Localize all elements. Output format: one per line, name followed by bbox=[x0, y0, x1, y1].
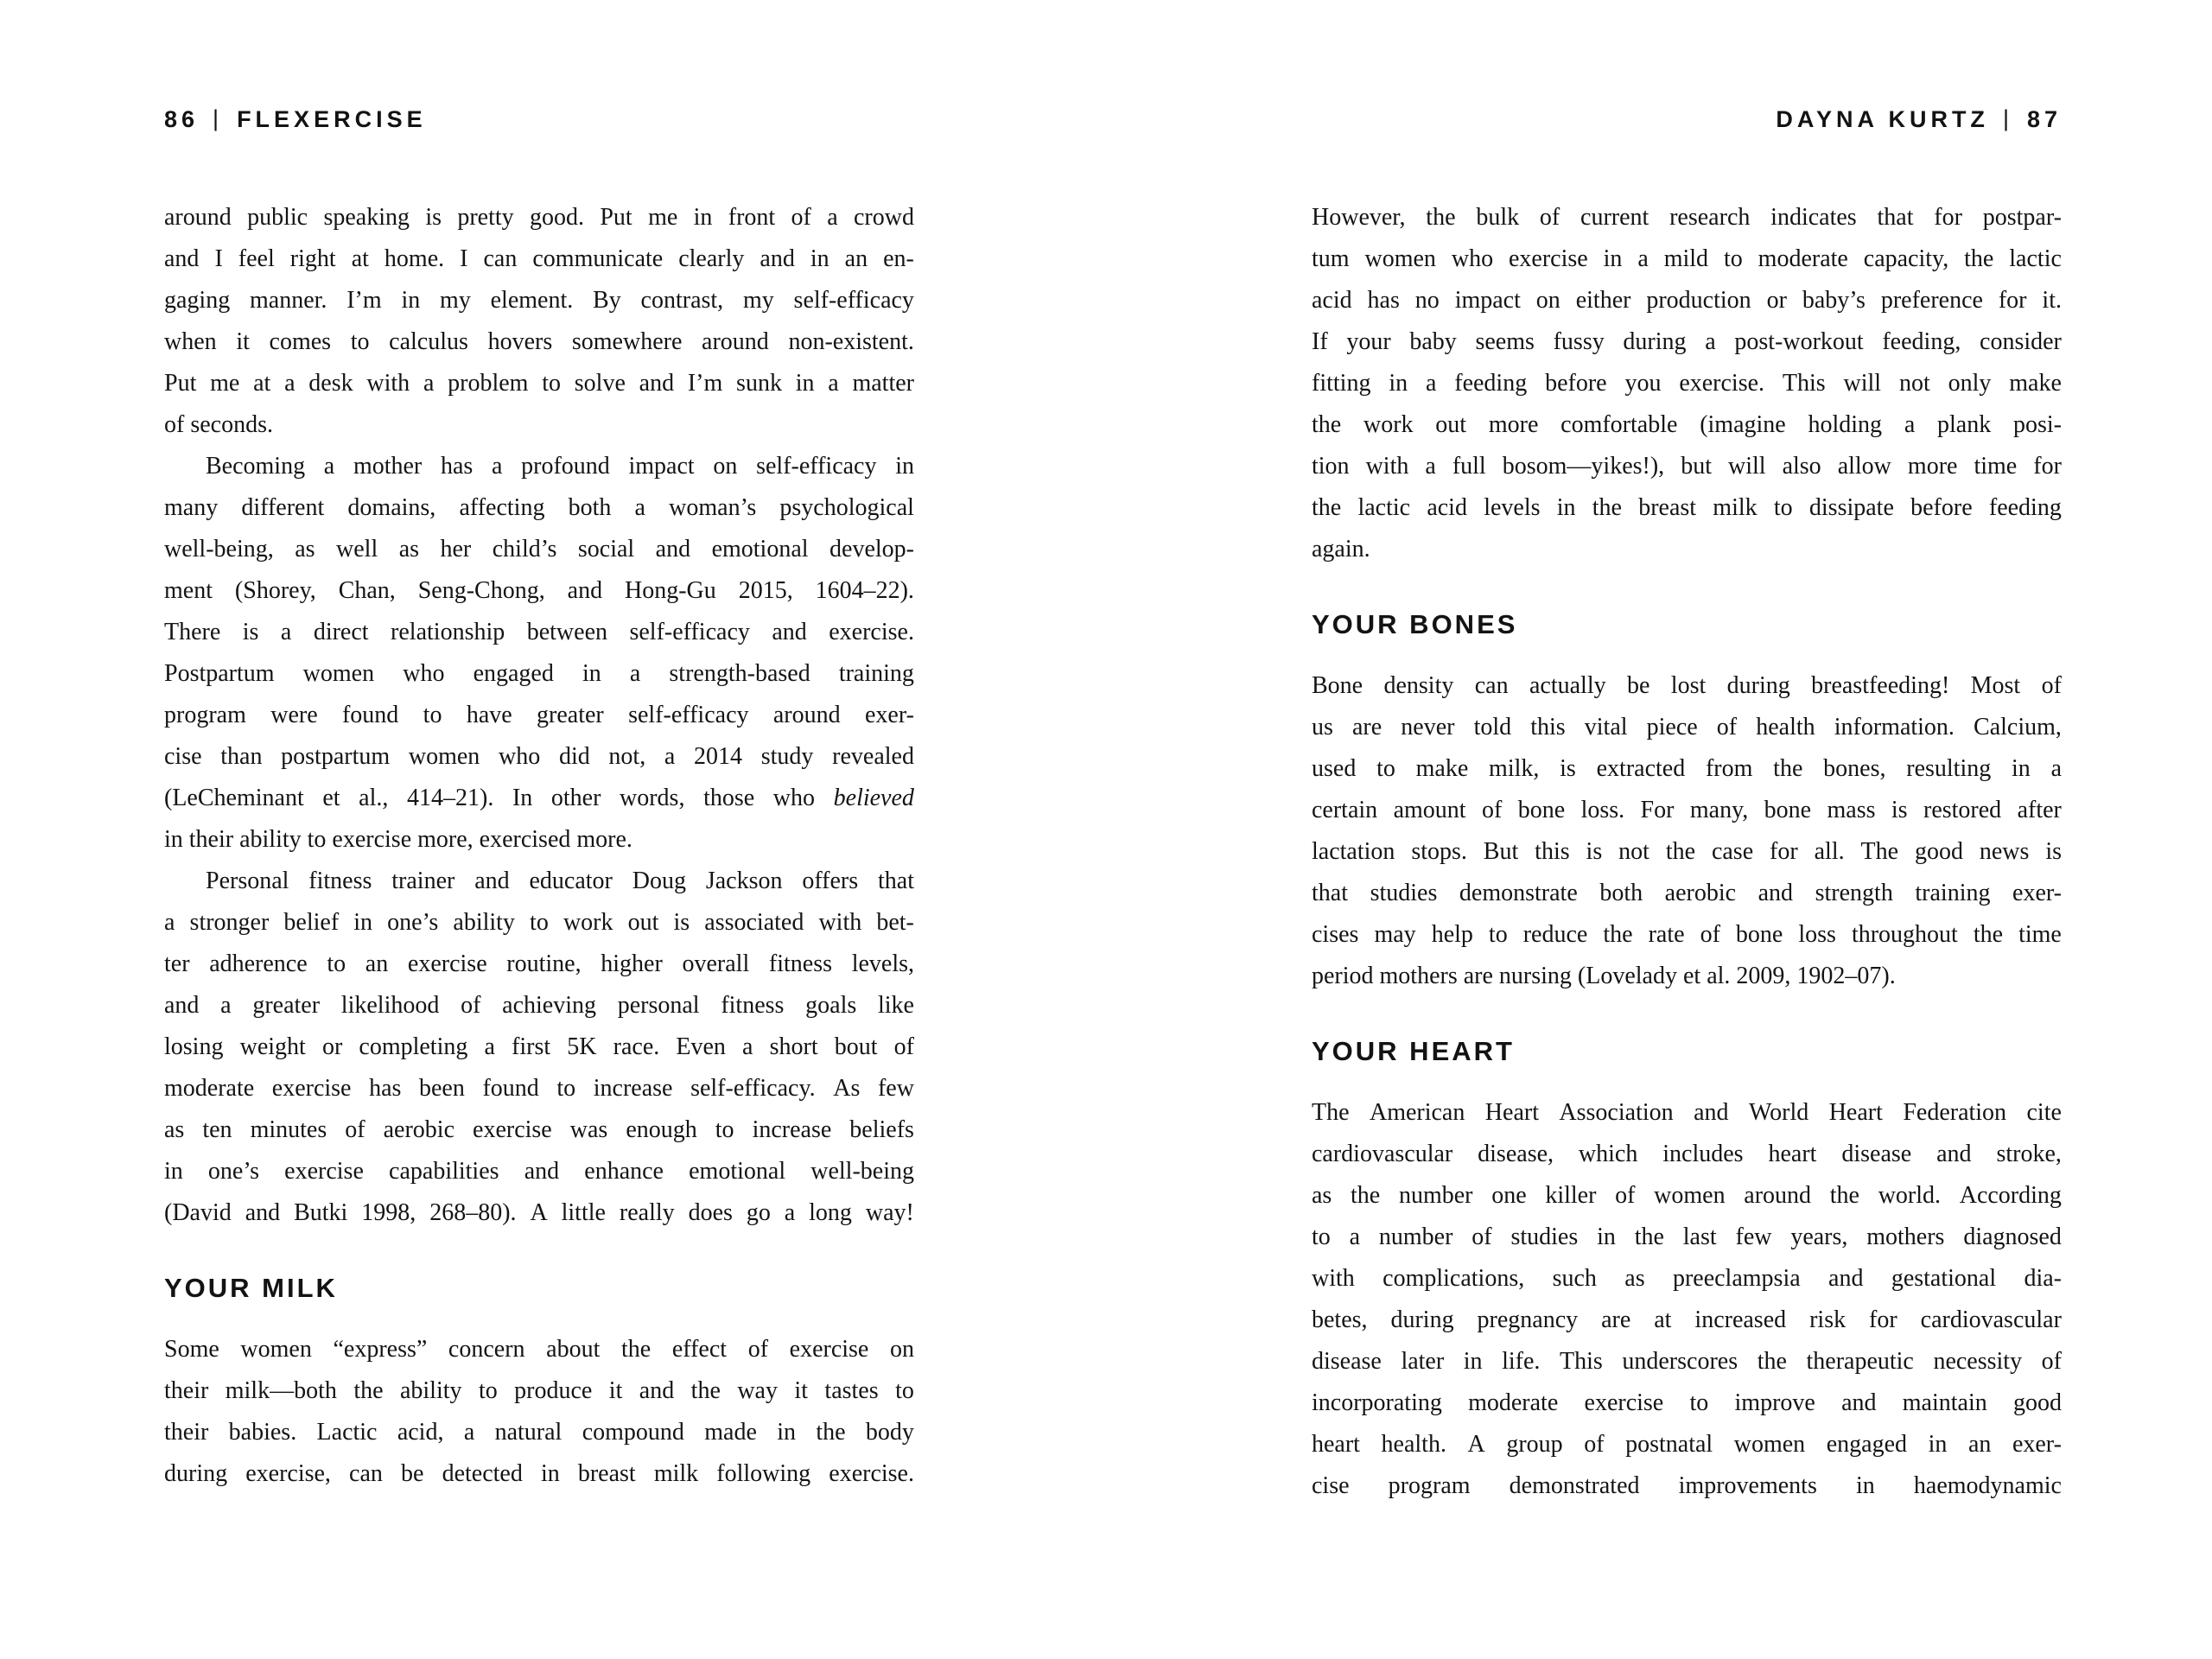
text-line: cise program demonstrated improvements in haemodynamic bbox=[1312, 1472, 2062, 1499]
text-line: period mothers are nursing (Lovelady et al. 2009, 1902–07). bbox=[1312, 963, 1896, 989]
text-line: a stronger belief in one’s ability to work out is associated with bet- bbox=[164, 909, 914, 936]
text-line: fitting in a feeding before you exercise. This will not only make bbox=[1312, 370, 2062, 397]
text-line: as ten minutes of aerobic exercise was enough to increase beliefs bbox=[164, 1116, 914, 1143]
text-line: cardiovascular disease, which includes heart disease and stroke, bbox=[1312, 1141, 2062, 1167]
text-line: incorporating moderate exercise to improve and maintain good bbox=[1312, 1389, 2062, 1416]
running-head-right bbox=[1312, 105, 2062, 133]
text-line: again. bbox=[1312, 536, 1370, 563]
text-line: and I feel right at home. I can communicate clearly and in an en- bbox=[164, 245, 914, 272]
section-heading: YOUR MILK bbox=[164, 1273, 338, 1303]
text-line: losing weight or completing a first 5K race. Even a short bout of bbox=[164, 1033, 914, 1060]
page-right-body bbox=[1312, 197, 2062, 1507]
text-line: (David and Butki 1998, 268–80). A little really does go a long way! bbox=[164, 1199, 914, 1226]
text-line: when it comes to calculus hovers somewhere around non-existent. bbox=[164, 328, 914, 355]
text-line: program were found to have greater self-efficacy around exer- bbox=[164, 702, 914, 728]
paragraph bbox=[164, 861, 914, 1234]
text-line: their milk—both the ability to produce it and the way it tastes to bbox=[164, 1377, 914, 1404]
text-line: with complications, such as preeclampsia and gestational dia- bbox=[1312, 1265, 2062, 1292]
text-line: of seconds. bbox=[164, 411, 273, 438]
text-line: ter adherence to an exercise routine, higher overall fitness levels, bbox=[164, 950, 914, 977]
text-line: to a number of studies in the last few years, mothers diagnosed bbox=[1312, 1224, 2062, 1250]
paragraph bbox=[164, 1329, 914, 1495]
text-line: tion with a full bosom—yikes!), but will also allow more time for bbox=[1312, 453, 2062, 480]
text-line: However, the bulk of current research indicates that for postpar- bbox=[1312, 204, 2062, 231]
text-line: during exercise, can be detected in breast milk following exercise. bbox=[164, 1460, 914, 1487]
section-heading: YOUR HEART bbox=[1312, 1036, 1515, 1066]
text-line: and a greater likelihood of achieving personal fitness goals like bbox=[164, 992, 914, 1019]
text-line: Personal fitness trainer and educator Doug Jackson offers that bbox=[206, 868, 914, 894]
text-line: disease later in life. This underscores the therapeutic necessity of bbox=[1312, 1348, 2062, 1375]
text-line: (LeCheminant et al., 414–21). In other words, those who believed bbox=[164, 785, 914, 811]
text-line: There is a direct relationship between self-efficacy and exercise. bbox=[164, 619, 914, 645]
text-line: that studies demonstrate both aerobic and strength training exer- bbox=[1312, 880, 2062, 906]
text-line: Put me at a desk with a problem to solve and I’m sunk in a matter bbox=[164, 370, 914, 397]
paragraph bbox=[1312, 665, 2062, 997]
section-heading: YOUR BONES bbox=[1312, 609, 1518, 639]
text-line: certain amount of bone loss. For many, bone mass is restored after bbox=[1312, 797, 2062, 823]
text-line: cise than postpartum women who did not, a 2014 study revealed bbox=[164, 743, 914, 770]
paragraph bbox=[164, 197, 914, 446]
text-line: many different domains, affecting both a woman’s psychological bbox=[164, 494, 914, 521]
text-line: the lactic acid levels in the breast milk to dissipate before feeding bbox=[1312, 494, 2062, 521]
paragraph bbox=[164, 446, 914, 861]
text-line: betes, during pregnancy are at increased risk for cardiovascular bbox=[1312, 1306, 2062, 1333]
text-line: acid has no impact on either production or baby’s preference for it. bbox=[1312, 287, 2062, 314]
text-line: Some women “express” concern about the effect of exercise on bbox=[164, 1336, 914, 1363]
text-line: The American Heart Association and World Heart Federation cite bbox=[1312, 1099, 2062, 1126]
text-line: around public speaking is pretty good. Put me in front of a crowd bbox=[164, 204, 914, 231]
page-right bbox=[1312, 105, 2062, 1507]
header-separator: | bbox=[213, 105, 224, 131]
text-line: cises may help to reduce the rate of bone loss throughout the time bbox=[1312, 921, 2062, 948]
text-line: Bone density can actually be lost during breastfeeding! Most of bbox=[1312, 672, 2062, 699]
text-line: in one’s exercise capabilities and enhance emotional well-being bbox=[164, 1158, 914, 1185]
text-line: moderate exercise has been found to increase self-efficacy. As few bbox=[164, 1075, 914, 1102]
paragraph bbox=[1312, 197, 2062, 570]
text-line: ment (Shorey, Chan, Seng-Chong, and Hong-Gu 2015, 1604–22). bbox=[164, 577, 914, 604]
book-title: FLEXERCISE bbox=[237, 106, 427, 132]
text-line: well-being, as well as her child’s social and emotional develop- bbox=[164, 536, 914, 563]
page-left-body bbox=[164, 197, 914, 1495]
paragraph bbox=[1312, 1092, 2062, 1507]
text-line: in their ability to exercise more, exercised more. bbox=[164, 826, 632, 853]
text-line: gaging manner. I’m in my element. By contrast, my self-efficacy bbox=[164, 287, 914, 314]
page-number-right: 87 bbox=[2026, 106, 2062, 132]
page-left bbox=[164, 105, 914, 1495]
text-line: If your baby seems fussy during a post-workout feeding, consider bbox=[1312, 328, 2062, 355]
text-line: as the number one killer of women around the world. According bbox=[1312, 1182, 2062, 1209]
text-line: Postpartum women who engaged in a strength-based training bbox=[164, 660, 914, 687]
text-line: their babies. Lactic acid, a natural compound made in the body bbox=[164, 1419, 914, 1446]
text-line: lactation stops. But this is not the case for all. The good news is bbox=[1312, 838, 2062, 865]
page-number-left: 86 bbox=[164, 106, 200, 132]
header-separator: | bbox=[2002, 105, 2013, 131]
text-line: the work out more comfortable (imagine holding a plank posi- bbox=[1312, 411, 2062, 438]
author-name: DAYNA KURTZ bbox=[1776, 106, 1989, 132]
text-line: tum women who exercise in a mild to moderate capacity, the lactic bbox=[1312, 245, 2062, 272]
text-line: us are never told this vital piece of health information. Calcium, bbox=[1312, 714, 2062, 741]
running-head-left bbox=[164, 105, 914, 133]
text-line: heart health. A group of postnatal women engaged in an exer- bbox=[1312, 1431, 2062, 1458]
text-line: used to make milk, is extracted from the bones, resulting in a bbox=[1312, 755, 2062, 782]
text-line: Becoming a mother has a profound impact on self-efficacy in bbox=[206, 453, 914, 480]
